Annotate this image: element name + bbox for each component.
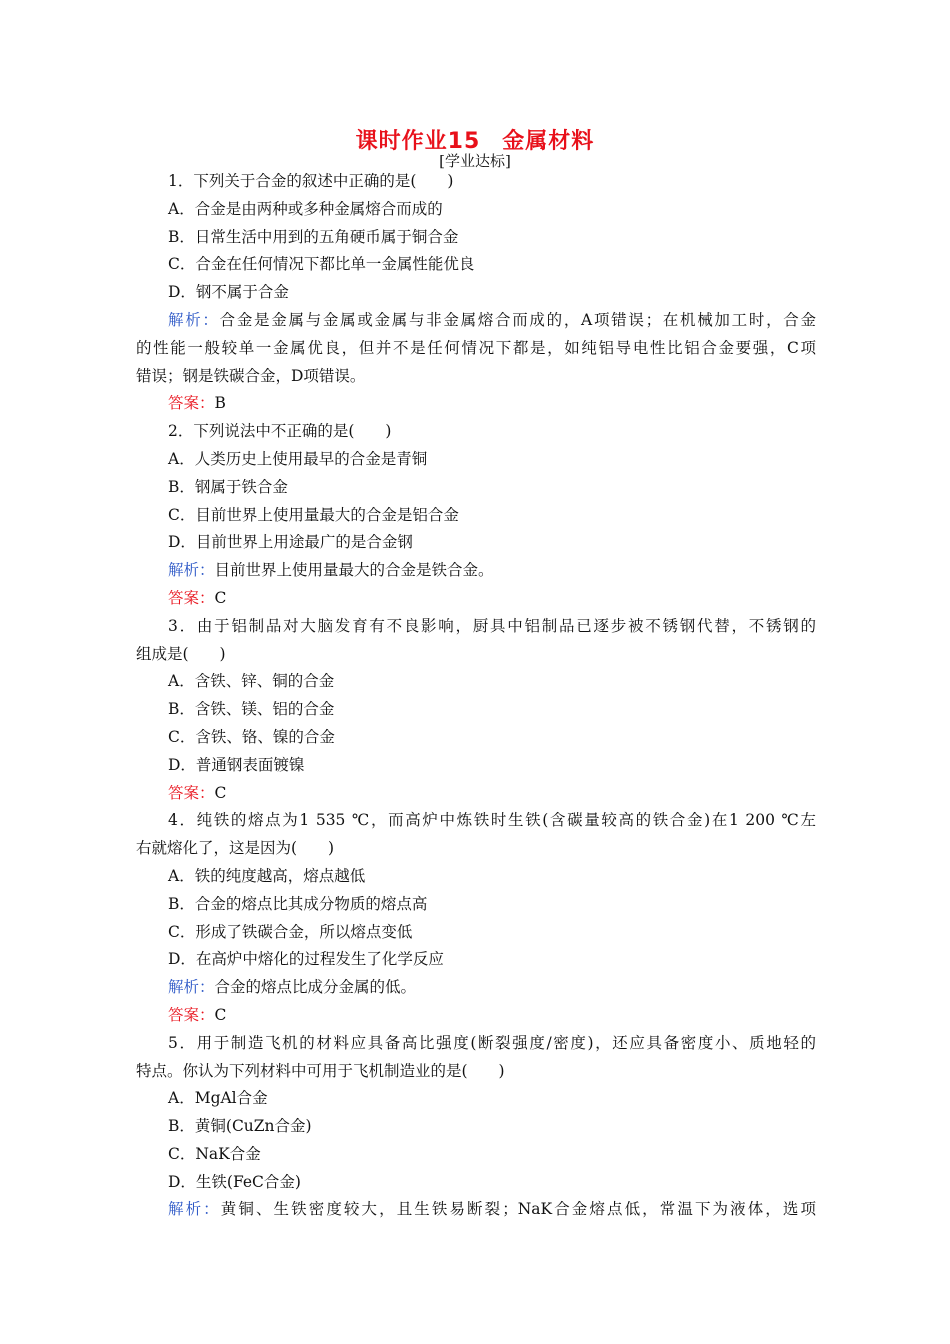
q3-stem-line-2: 组成是( ): [136, 644, 226, 663]
title-sub: 金属材料: [502, 129, 595, 154]
q3-option-b: B．含铁、镁、铝的合金: [168, 700, 335, 719]
q2-option-b: B．钢属于铁合金: [168, 477, 288, 496]
q5-option-c: C．NaK合金: [168, 1144, 261, 1163]
answer-label: 答案：: [168, 1005, 215, 1024]
q4-option-a: A．铁的纯度越高，熔点越低: [168, 866, 366, 885]
q2-option-c: C．目前世界上使用量最大的合金是铝合金: [168, 505, 459, 524]
q4-option-c: C．形成了铁碳合金，所以熔点变低: [168, 922, 413, 941]
answer-label: 答案：: [168, 588, 215, 607]
q1-stem: 1．下列关于合金的叙述中正确的是( ): [168, 172, 454, 190]
q1-analysis-line-1: [136, 307, 816, 335]
answer-label: 答案：: [168, 394, 215, 413]
q3-option-a: A．含铁、锌、铜的合金: [168, 672, 335, 691]
q2-analysis: [136, 557, 816, 585]
q2-answer-value: C: [214, 588, 227, 607]
q1-option-b: B．日常生活中用到的五角硬币属于铜合金: [168, 227, 459, 246]
analysis-label: 解析：: [168, 561, 215, 580]
answer-label: 答案：: [168, 783, 215, 802]
q4-option-d: D．在高炉中熔化的过程发生了化学反应: [168, 950, 444, 969]
q1-analysis-line-2: 的性能一般较单一金属优良，但并不是任何情况下都是，如纯铝导电性比铝合金要强，C项: [136, 338, 816, 357]
analysis-label: 解析：: [168, 978, 215, 997]
q5-stem-line-2: 特点。你认为下列材料中可用于飞机制造业的是( ): [136, 1061, 505, 1080]
q1-answer: [136, 390, 816, 418]
q2-option-d: D．目前世界上用途最广的是合金钢: [168, 533, 413, 552]
q5-option-a: A．MgAl合金: [168, 1089, 268, 1108]
analysis-label: 解析：: [168, 1200, 221, 1219]
q2-analysis-text: 目前世界上使用量最大的合金是铁合金。: [214, 561, 494, 580]
q1-option-d: D．钢不属于合金: [168, 283, 289, 302]
q4-stem-line-1: 4．纯铁的熔点为1 535 ℃，而高炉中炼铁时生铁(含碳量较高的铁合金)在1 200 ℃左: [168, 811, 816, 830]
exercise-content: [136, 168, 816, 1224]
title-main: 课时作业15: [355, 129, 481, 154]
q1-answer-value: B: [214, 394, 226, 413]
q1-analysis-text-1: 合金是金属与金属或金属与非金属熔合而成的，A项错误；在机械加工时，合金: [219, 310, 816, 329]
q4-answer-value: C: [214, 1005, 227, 1024]
q3-stem-line-1: 3．由于铝制品对大脑发育有不良影响，厨具中铝制品已逐步被不锈钢代替，不锈钢的: [168, 616, 816, 635]
q5-analysis-line-1: [136, 1196, 816, 1224]
q2-option-a: A．人类历史上使用最早的合金是青铜: [168, 449, 428, 468]
q4-stem-line-2: 右就熔化了，这是因为( ): [136, 839, 335, 858]
q2-stem: 2．下列说法中不正确的是( ): [168, 422, 392, 441]
q3-answer-value: C: [214, 783, 227, 802]
q2-answer: [136, 585, 816, 613]
q4-option-b: B．合金的熔点比其成分物质的熔点高: [168, 894, 428, 913]
section-label: [学业达标]: [439, 152, 511, 170]
q5-option-d: D．生铁(FeC合金): [168, 1172, 301, 1191]
q1-analysis-line-3: 错误；钢是铁碳合金，D项错误。: [136, 366, 366, 385]
q1-option-a: A．合金是由两种或多种金属熔合而成的: [168, 199, 443, 218]
q3-option-c: C．含铁、铬、镍的合金: [168, 727, 335, 746]
q5-analysis-text-1: 黄铜、生铁密度较大，且生铁易断裂；NaK合金熔点低，常温下为液体，选项: [220, 1200, 816, 1219]
q4-analysis-text: 合金的熔点比成分金属的低。: [214, 978, 417, 997]
q1-option-c: C．合金在任何情况下都比单一金属性能优良: [168, 255, 475, 274]
q3-answer: [136, 780, 816, 808]
q5-option-b: B．黄铜(CuZn合金): [168, 1117, 312, 1136]
analysis-label: 解析：: [168, 310, 220, 329]
q4-analysis: [136, 974, 816, 1002]
q4-answer: [136, 1002, 816, 1030]
q3-option-d: D．普通钢表面镀镍: [168, 755, 305, 774]
q5-stem-line-1: 5．用于制造飞机的材料应具备高比强度(断裂强度/密度)，还应具备密度小、质地轻的: [168, 1033, 816, 1052]
